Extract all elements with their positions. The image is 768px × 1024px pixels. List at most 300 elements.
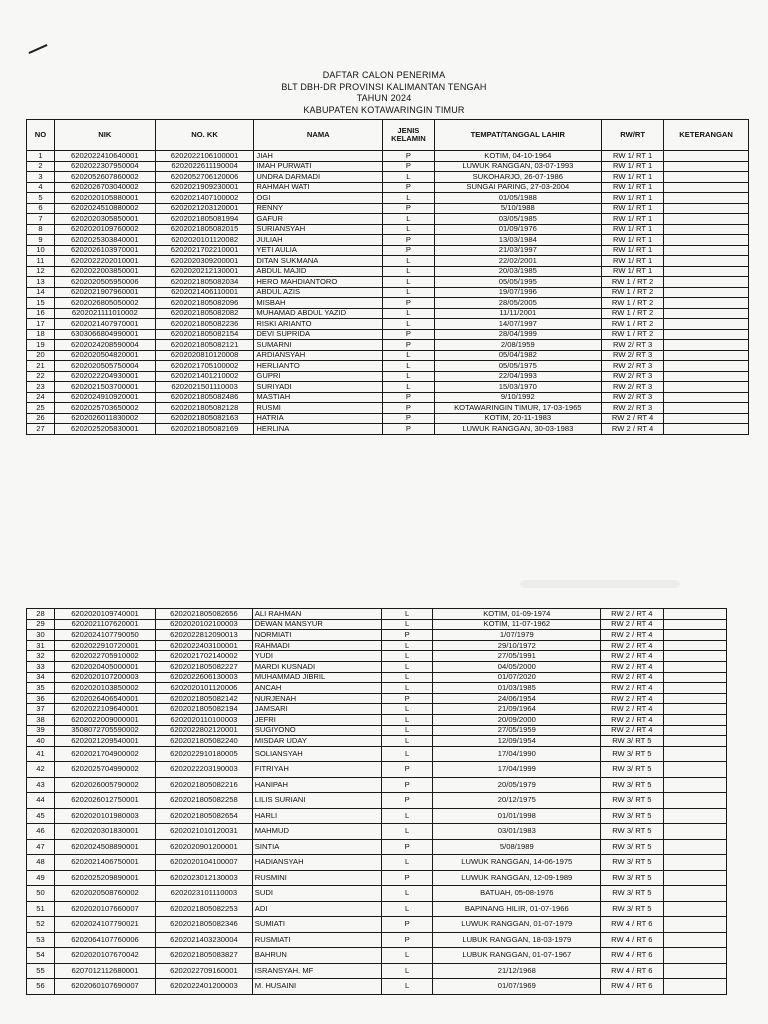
row-number: 25	[27, 403, 55, 414]
kk-cell: 6202021805082486	[155, 392, 254, 403]
nama-cell: RUSMINI	[252, 870, 381, 886]
table-row	[27, 245, 749, 256]
nama-cell: NORMIATI	[252, 630, 381, 641]
jenis-kelamin-cell: P	[383, 161, 434, 172]
ttl-cell: 21/12/1968	[433, 963, 601, 979]
row-number: 36	[27, 693, 55, 704]
ttl-cell: LUBUK RANGGAN, 01-07-1967	[433, 948, 601, 964]
nik-cell: 6202022307950004	[54, 161, 155, 172]
kk-cell: 6202021805082236	[155, 319, 254, 330]
jenis-kelamin-cell: P	[383, 392, 434, 403]
table-row	[27, 609, 727, 620]
keterangan-cell	[664, 340, 749, 351]
keterangan-cell	[664, 151, 749, 162]
keterangan-cell	[664, 172, 749, 183]
kk-cell: 6202021407100002	[155, 193, 254, 204]
ttl-cell: SUKOHARJO, 26-07-1986	[434, 172, 601, 183]
rwrt-cell: RW 2 / RT 4	[601, 413, 663, 424]
ttl-cell: 01/05/1988	[434, 193, 601, 204]
nik-cell: 6202020103850002	[54, 683, 155, 694]
table-row	[27, 382, 749, 393]
nik-cell: 6202024208590004	[54, 340, 155, 351]
jenis-kelamin-cell: L	[383, 277, 434, 288]
rwrt-cell: RW 4 / RT 6	[601, 948, 663, 964]
col-header-jenis-kelamin	[383, 120, 434, 151]
jenis-kelamin-cell: L	[381, 714, 433, 725]
jenis-kelamin-cell: L	[383, 214, 434, 225]
nama-cell: RAHMAH WATI	[254, 182, 383, 193]
rwrt-cell: RW 2 / RT 4	[601, 725, 663, 736]
row-number: 1	[27, 151, 55, 162]
nik-cell: 6202025303840001	[54, 235, 155, 246]
kk-cell: 6202021805082128	[155, 403, 254, 414]
ttl-cell: 20/03/1985	[434, 266, 601, 277]
keterangan-cell	[664, 424, 749, 435]
nik-cell: 6202026011830002	[54, 413, 155, 424]
kk-cell: 6202021805082253	[156, 901, 253, 917]
row-number: 38	[27, 714, 55, 725]
keterangan-cell	[664, 298, 749, 309]
rwrt-cell: RW 2 / RT 4	[601, 661, 663, 672]
keterangan-cell	[664, 203, 749, 214]
row-number: 56	[27, 979, 55, 995]
col-header-keterangan: KETERANGAN	[664, 120, 749, 151]
rwrt-cell: RW 3/ RT 5	[601, 736, 663, 747]
row-number: 44	[27, 793, 55, 809]
rwrt-cell: RW 2 / RT 4	[601, 714, 663, 725]
row-number: 53	[27, 932, 55, 948]
keterangan-cell	[663, 855, 726, 871]
rwrt-cell: RW 3/ RT 5	[601, 839, 663, 855]
ttl-cell: 01/07/2020	[433, 672, 601, 683]
header-year: TAHUN 2024	[356, 93, 412, 103]
row-number: 43	[27, 777, 55, 793]
rwrt-cell: RW 2/ RT 3	[601, 403, 663, 414]
table-row	[27, 371, 749, 382]
keterangan-cell	[663, 963, 726, 979]
kk-cell: 6202020810120008	[155, 350, 254, 361]
rwrt-cell: RW 2 / RT 4	[601, 704, 663, 715]
rwrt-cell: RW 2 / RT 4	[601, 630, 663, 641]
rwrt-cell: RW 2/ RT 3	[601, 340, 663, 351]
row-number: 49	[27, 870, 55, 886]
nama-cell: RUSMIATI	[252, 932, 381, 948]
kk-cell: 6202022403100001	[156, 640, 253, 651]
keterangan-cell	[664, 361, 749, 372]
jenis-kelamin-cell: L	[381, 901, 433, 917]
keterangan-cell	[663, 979, 726, 995]
row-number: 19	[27, 340, 55, 351]
nama-cell: RISKI ARIANTO	[254, 319, 383, 330]
nama-cell: MUHAMAD ABDUL YAZID	[254, 308, 383, 319]
kk-cell: 6202022910180005	[156, 746, 253, 762]
table-row	[27, 979, 727, 995]
jenis-kelamin-cell: P	[383, 329, 434, 340]
ttl-cell: 22/02/2001	[434, 256, 601, 267]
row-number: 21	[27, 361, 55, 372]
rwrt-cell: RW 1 / RT 2	[601, 329, 663, 340]
nama-cell: RENNY	[254, 203, 383, 214]
rwrt-cell: RW 1 / RT 2	[601, 277, 663, 288]
jenis-kelamin-cell: L	[383, 350, 434, 361]
ttl-cell: 20/09/2000	[433, 714, 601, 725]
keterangan-cell	[663, 630, 726, 641]
rwrt-cell: RW 2 / RT 4	[601, 424, 663, 435]
table-row	[27, 329, 749, 340]
nik-cell: 6202020505950006	[54, 277, 155, 288]
nik-cell: 6202020508760002	[54, 886, 155, 902]
table-row	[27, 350, 749, 361]
table-row	[27, 651, 727, 662]
col-header-no: NO	[27, 120, 55, 151]
jenis-kelamin-cell: L	[381, 948, 433, 964]
col-header-nik: NIK	[54, 120, 155, 151]
keterangan-cell	[664, 214, 749, 225]
row-number: 9	[27, 235, 55, 246]
row-number: 7	[27, 214, 55, 225]
jenis-kelamin-cell: L	[381, 651, 433, 662]
row-number: 8	[27, 224, 55, 235]
jenis-kelamin-cell: L	[381, 746, 433, 762]
table-row	[27, 266, 749, 277]
keterangan-cell	[664, 319, 749, 330]
ttl-cell: 22/04/1993	[434, 371, 601, 382]
rwrt-cell: RW 3/ RT 5	[601, 808, 663, 824]
kk-cell: 6202021805082654	[156, 808, 253, 824]
ttl-cell: 13/03/1984	[434, 235, 601, 246]
table-row	[27, 235, 749, 246]
nik-cell: 6202022705910002	[54, 651, 155, 662]
nama-cell: MARDI KUSNADI	[252, 661, 381, 672]
keterangan-cell	[663, 746, 726, 762]
nama-cell: JAMSARI	[252, 704, 381, 715]
nama-cell: SUMIATI	[252, 917, 381, 933]
keterangan-cell	[663, 714, 726, 725]
kk-cell: 6202021805082227	[156, 661, 253, 672]
table-row	[27, 704, 727, 715]
jenis-kelamin-cell: L	[381, 619, 433, 630]
row-number: 40	[27, 736, 55, 747]
nik-cell: 6202064107760006	[54, 932, 155, 948]
row-number: 16	[27, 308, 55, 319]
nama-cell: JULIAH	[254, 235, 383, 246]
nama-cell: DEVI SUPRIDA	[254, 329, 383, 340]
row-number: 10	[27, 245, 55, 256]
keterangan-cell	[664, 224, 749, 235]
ttl-cell: 17/04/1999	[433, 762, 601, 778]
keterangan-cell	[663, 808, 726, 824]
rwrt-cell: RW 2/ RT 3	[601, 392, 663, 403]
kk-cell: 6202021805082121	[155, 340, 254, 351]
col-header-ttl: TEMPAT/TANGGAL LAHIR	[434, 120, 601, 151]
kk-cell: 6202020104100007	[156, 855, 253, 871]
rwrt-cell: RW 1/ RT 1	[601, 172, 663, 183]
ttl-cell: 12/09/1954	[433, 736, 601, 747]
nik-cell: 6202024910920001	[54, 392, 155, 403]
nik-cell: 6202021704900002	[54, 746, 155, 762]
table-row	[27, 839, 727, 855]
kk-cell: 6202021805082096	[155, 298, 254, 309]
keterangan-cell	[663, 839, 726, 855]
jenis-kelamin-cell: P	[383, 403, 434, 414]
nik-cell: 6202024508890001	[54, 839, 155, 855]
rwrt-cell: RW 3/ RT 5	[601, 886, 663, 902]
ttl-cell: 21/03/1997	[434, 245, 601, 256]
row-number: 23	[27, 382, 55, 393]
table-row	[27, 683, 727, 694]
table-row	[27, 392, 749, 403]
rwrt-cell: RW 1/ RT 1	[601, 151, 663, 162]
table-row	[27, 736, 727, 747]
ttl-cell: 9/10/1992	[434, 392, 601, 403]
kk-cell: 6202021805082034	[155, 277, 254, 288]
table-header-row	[27, 120, 749, 151]
rwrt-cell: RW 3/ RT 5	[601, 777, 663, 793]
row-number: 28	[27, 609, 55, 620]
row-number: 11	[27, 256, 55, 267]
jenis-kelamin-cell: L	[381, 808, 433, 824]
ttl-cell: 5/10/1988	[434, 203, 601, 214]
keterangan-cell	[663, 704, 726, 715]
keterangan-cell	[663, 661, 726, 672]
jenis-kelamin-cell: L	[381, 855, 433, 871]
nama-cell: ISRANSYAH. MF	[252, 963, 381, 979]
nama-cell: HANIPAH	[252, 777, 381, 793]
ttl-cell: 28/04/1999	[434, 329, 601, 340]
recipient-table-2	[26, 608, 727, 995]
ttl-cell: LUBUK RANGGAN, 18-03-1979	[433, 932, 601, 948]
row-number: 39	[27, 725, 55, 736]
table-row	[27, 619, 727, 630]
rwrt-cell: RW 4 / RT 6	[601, 963, 663, 979]
jenis-kelamin-cell: L	[383, 287, 434, 298]
rwrt-cell: RW 3/ RT 5	[601, 870, 663, 886]
keterangan-cell	[664, 235, 749, 246]
row-number: 55	[27, 963, 55, 979]
rwrt-cell: RW 3/ RT 5	[601, 901, 663, 917]
kk-cell: 6202022606130003	[156, 672, 253, 683]
table-row	[27, 746, 727, 762]
table-row	[27, 203, 749, 214]
rwrt-cell: RW 1 / RT 2	[601, 287, 663, 298]
nik-cell: 6202020107670042	[54, 948, 155, 964]
nama-cell: JIAH	[254, 151, 383, 162]
nama-cell: ARDIANSYAH	[254, 350, 383, 361]
kk-cell: 6202021805083827	[156, 948, 253, 964]
ttl-cell: 05/04/1982	[434, 350, 601, 361]
table-row	[27, 193, 749, 204]
nik-cell: 6202021209540001	[54, 736, 155, 747]
jenis-kelamin-cell: P	[381, 870, 433, 886]
nik-cell: 6202022202010001	[54, 256, 155, 267]
jenis-kelamin-cell: L	[383, 371, 434, 382]
rwrt-cell: RW 3/ RT 5	[601, 855, 663, 871]
ttl-cell: LUWUK RANGGAN, 30-03-1983	[434, 424, 601, 435]
jenis-kelamin-cell: P	[383, 340, 434, 351]
nama-cell: JEFRI	[252, 714, 381, 725]
table-row	[27, 714, 727, 725]
ttl-cell: 20/05/1979	[433, 777, 601, 793]
table-row	[27, 793, 727, 809]
table-row	[27, 808, 727, 824]
keterangan-cell	[664, 266, 749, 277]
ttl-cell: 15/03/1970	[434, 382, 601, 393]
kk-cell: 6202021805082082	[155, 308, 254, 319]
nama-cell: MAHMUD	[252, 824, 381, 840]
nik-cell: 6202026805050002	[54, 298, 155, 309]
keterangan-cell	[664, 350, 749, 361]
rwrt-cell: RW 1/ RT 1	[601, 235, 663, 246]
kk-cell: 6202021909230001	[155, 182, 254, 193]
nama-cell: HERO MAHDIANTORO	[254, 277, 383, 288]
ttl-cell: LUWUK RANGGAN, 01-07-1979	[433, 917, 601, 933]
nik-cell: 6202022003850001	[54, 266, 155, 277]
table-row	[27, 855, 727, 871]
nama-cell: LILIS SURIANI	[252, 793, 381, 809]
nama-cell: HATRIA	[254, 413, 383, 424]
ttl-cell: 20/12/1975	[433, 793, 601, 809]
nama-cell: SOLIANSYAH	[252, 746, 381, 762]
rwrt-cell: RW 1 / RT 2	[601, 319, 663, 330]
page-shadow	[520, 580, 680, 588]
row-number: 15	[27, 298, 55, 309]
nama-cell: SURIANSYAH	[254, 224, 383, 235]
ttl-cell: 01/03/1985	[433, 683, 601, 694]
jenis-kelamin-cell: L	[381, 704, 433, 715]
jenis-kelamin-cell: P	[383, 424, 434, 435]
row-number: 29	[27, 619, 55, 630]
row-number: 31	[27, 640, 55, 651]
recipient-table-1	[26, 119, 749, 435]
col-header-kk: NO. KK	[155, 120, 254, 151]
row-number: 4	[27, 182, 55, 193]
ttl-cell: KOTAWARINGIN TIMUR, 17-03-1965	[434, 403, 601, 414]
row-number: 35	[27, 683, 55, 694]
table-row	[27, 661, 727, 672]
jenis-kelamin-cell: L	[381, 736, 433, 747]
keterangan-cell	[663, 725, 726, 736]
nama-cell: ALI RAHMAN	[252, 609, 381, 620]
kk-cell: 6202021805082346	[156, 917, 253, 933]
row-number: 34	[27, 672, 55, 683]
kk-cell: 6202021805082163	[155, 413, 254, 424]
kk-cell: 6202021805082169	[155, 424, 254, 435]
nik-cell: 6202022410640001	[54, 151, 155, 162]
keterangan-cell	[663, 824, 726, 840]
jenis-kelamin-cell: P	[383, 298, 434, 309]
nama-cell: FITRIYAH	[252, 762, 381, 778]
keterangan-cell	[664, 392, 749, 403]
document-header	[0, 70, 768, 116]
jenis-kelamin-cell: L	[383, 319, 434, 330]
rwrt-cell: RW 3/ RT 5	[601, 793, 663, 809]
ttl-cell: 01/09/1976	[434, 224, 601, 235]
nik-cell: 3508072705590002	[54, 725, 155, 736]
nik-cell: 6202025209890001	[54, 870, 155, 886]
kk-cell: 6202023012130003	[156, 870, 253, 886]
ttl-cell: KOTIM, 11-07-1962	[433, 619, 601, 630]
jenis-kelamin-cell: L	[381, 661, 433, 672]
row-number: 30	[27, 630, 55, 641]
kk-cell: 6202022106100001	[155, 151, 254, 162]
table-row	[27, 870, 727, 886]
kk-cell: 6202022611190004	[155, 161, 254, 172]
keterangan-cell	[663, 870, 726, 886]
rwrt-cell: RW 2 / RT 4	[601, 672, 663, 683]
table-row	[27, 693, 727, 704]
jenis-kelamin-cell: P	[383, 182, 434, 193]
kk-cell: 6202021403230004	[156, 932, 253, 948]
rwrt-cell: RW 2 / RT 4	[601, 640, 663, 651]
row-number: 27	[27, 424, 55, 435]
ttl-cell: BATUAH, 05-08-1976	[433, 886, 601, 902]
table-row	[27, 917, 727, 933]
ttl-cell: KOTIM, 01-09-1974	[433, 609, 601, 620]
rwrt-cell: RW 2 / RT 4	[601, 619, 663, 630]
rwrt-cell: RW 4 / RT 6	[601, 932, 663, 948]
rwrt-cell: RW 3/ RT 5	[601, 762, 663, 778]
table-row	[27, 308, 749, 319]
rwrt-cell: RW 1 / RT 2	[601, 298, 663, 309]
keterangan-cell	[664, 193, 749, 204]
jenis-kelamin-cell: P	[381, 762, 433, 778]
kk-cell: 6202021805082258	[156, 793, 253, 809]
row-number: 51	[27, 901, 55, 917]
kk-cell: 6202020110100003	[156, 714, 253, 725]
col-header-nama: NAMA	[254, 120, 383, 151]
ttl-cell: 14/07/1997	[434, 319, 601, 330]
kk-cell: 6202021406110001	[155, 287, 254, 298]
nik-cell: 6202020109760002	[54, 224, 155, 235]
keterangan-cell	[664, 382, 749, 393]
kk-cell: 6202021705100002	[155, 361, 254, 372]
nik-cell: 6202020109740001	[54, 609, 155, 620]
table-row	[27, 932, 727, 948]
row-number: 52	[27, 917, 55, 933]
jenis-kelamin-cell: P	[383, 235, 434, 246]
nama-cell: DEWAN MANSYUR	[252, 619, 381, 630]
keterangan-cell	[663, 901, 726, 917]
rwrt-cell: RW 2 / RT 4	[601, 683, 663, 694]
nik-cell: 6202026406540001	[54, 693, 155, 704]
nama-cell: DITAN SUKMANA	[254, 256, 383, 267]
jenis-kelamin-cell: L	[383, 308, 434, 319]
nik-cell: 6202052607860002	[54, 172, 155, 183]
nik-cell: 6202021407970001	[54, 319, 155, 330]
nik-cell: 6202026012750001	[54, 793, 155, 809]
keterangan-cell	[664, 308, 749, 319]
nama-cell: ABDUL AZIS	[254, 287, 383, 298]
ttl-cell: 5/08/1989	[433, 839, 601, 855]
keterangan-cell	[664, 371, 749, 382]
nik-cell: 6202020405000001	[54, 661, 155, 672]
ttl-cell: BAPINANG HILIR, 01-07-1966	[433, 901, 601, 917]
row-number: 18	[27, 329, 55, 340]
jenis-kelamin-cell: L	[381, 725, 433, 736]
nik-cell: 6202021406750001	[54, 855, 155, 871]
row-number: 54	[27, 948, 55, 964]
rwrt-cell: RW 2/ RT 3	[601, 361, 663, 372]
keterangan-cell	[663, 932, 726, 948]
nama-cell: MASTIAH	[254, 392, 383, 403]
row-number: 14	[27, 287, 55, 298]
nik-cell: 6202020107660007	[54, 901, 155, 917]
row-number: 37	[27, 704, 55, 715]
rwrt-cell: RW 3/ RT 5	[601, 824, 663, 840]
rwrt-cell: RW 1/ RT 1	[601, 203, 663, 214]
kk-cell: 6202023101110003	[156, 886, 253, 902]
rwrt-cell: RW 1/ RT 1	[601, 224, 663, 235]
